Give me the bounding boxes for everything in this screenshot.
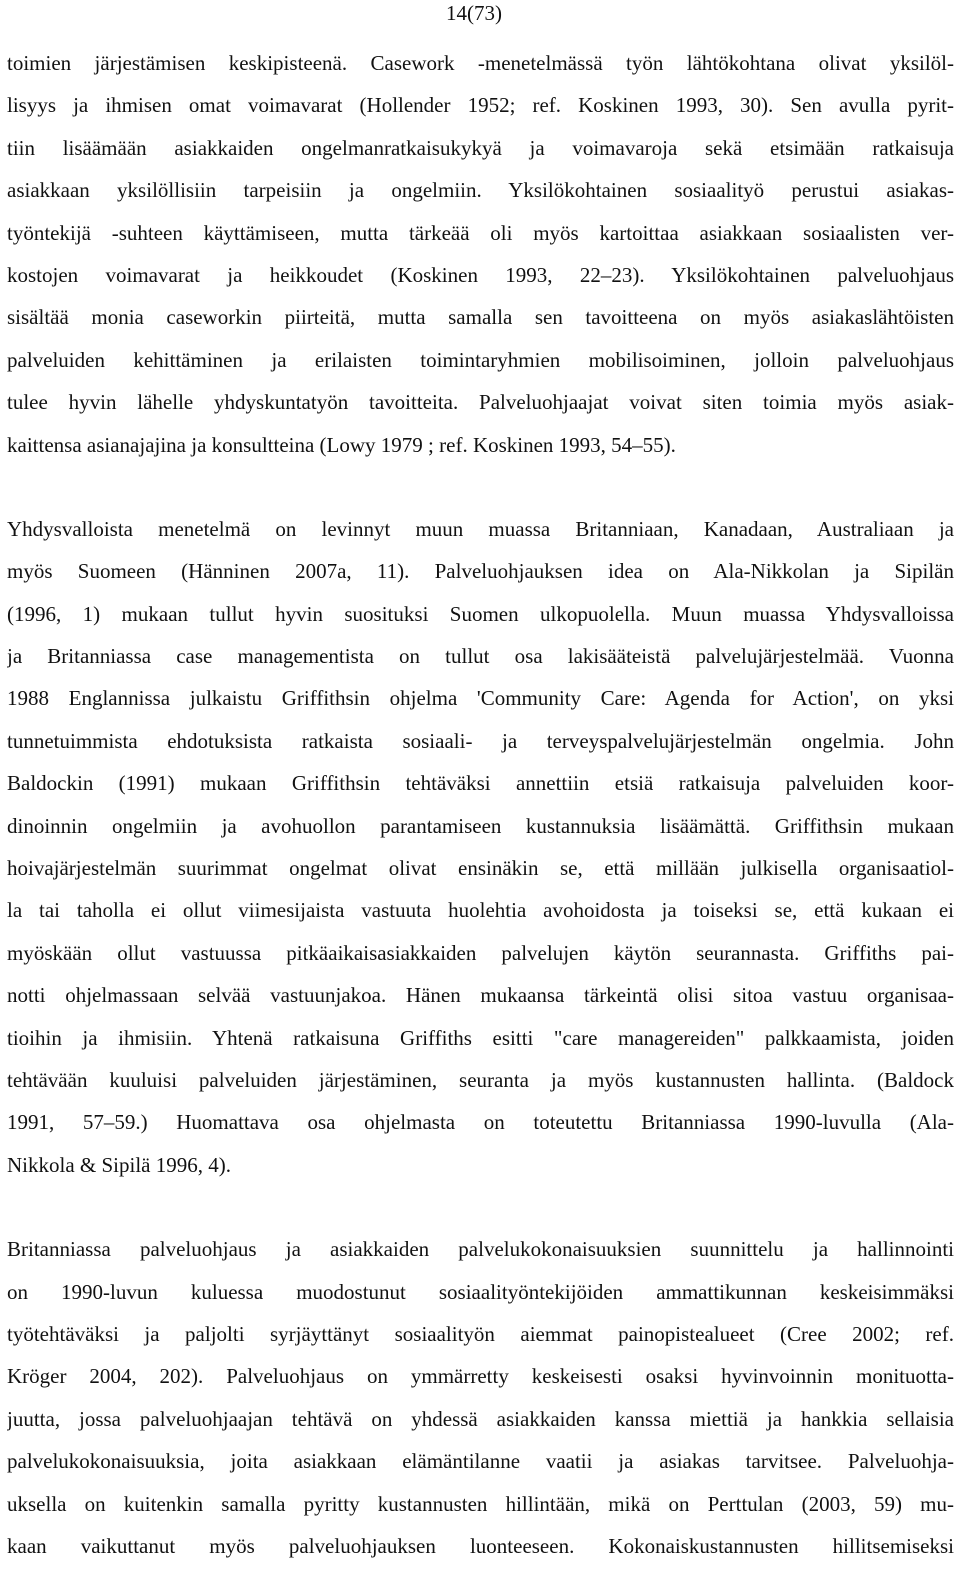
text-line: myös Suomeen (Hänninen 2007a, 11). Palveluohjauksen idea on Ala-Nikkolan ja Sipilän (7, 559, 954, 584)
text-line: hoivajärjestelmän suurimmat ongelmat olivat ensinäkin se, että millään julkisella organisaatiol- (7, 856, 954, 881)
text-line: Baldockin (1991) mukaan Griffithsin tehtäväksi annettiin etsiä ratkaisuja palveluiden koor- (7, 771, 954, 796)
text-line: palveluiden kehittäminen ja erilaisten toimintaryhmien mobilisoiminen, jolloin palveluohjaus (7, 347, 954, 372)
paragraph-britannia (7, 1236, 954, 1575)
paragraph-spacer (7, 1194, 954, 1236)
text-line: tioihin ja ihmisiin. Yhtenä ratkaisuna Griffiths esitti "care managereiden" palkkaamista, joiden (7, 1025, 954, 1050)
text-line: dinoinnin ongelmiin ja avohuollon parantamiseen kustannuksia lisäämättä. Griffithsin mukaan (7, 813, 954, 838)
page-number: 14(73) (446, 1, 502, 25)
text-line: palvelukokonaisuuksia, joita asiakkaan elämäntilanne vaatii ja asiakas tarvitsee. Palveluohja- (7, 1449, 954, 1474)
text-line: sisältää monia caseworkin piirteitä, mutta samalla sen tavoitteena on myös asiakaslähtöisten (7, 305, 954, 330)
text-line: (1996, 1) mukaan tullut hyvin suosituksi Suomen ulkopuolella. Muun muassa Yhdysvalloissa (7, 601, 954, 626)
text-line: kostojen voimavarat ja heikkoudet (Koskinen 1993, 22‒23). Yksilökohtainen palveluohjaus (7, 262, 954, 287)
text-line: työtehtäväksi ja paljolti syrjäyttänyt sosiaalityön aiemmat painopistealueet (Cree 2002; ref. (7, 1321, 954, 1346)
text-line: la tai taholla ei ollut viimesijaista vastuuta huolehtia avohoidosta ja toiseksi se, että kukaan ei (7, 898, 954, 923)
paragraph-griffiths (7, 516, 954, 1194)
paragraph-spacer (7, 474, 954, 516)
text-line: kaan vaikuttanut myös palveluohjauksen luonteeseen. Kokonaiskustannusten hillitsemiseksi (7, 1533, 954, 1558)
text-line: Nikkola & Sipilä 1996, 4). (7, 1152, 231, 1177)
text-line: on 1990-luvun kuluessa muodostunut sosiaalityöntekijöiden ammattikunnan keskeisimmäksi (7, 1279, 954, 1304)
text-line: 1991, 57‒59.) Huomattava osa ohjelmasta on toteutettu Britanniassa 1990-luvulla (Ala- (7, 1110, 954, 1135)
text-line: asiakkaan yksilöllisiin tarpeisiin ja ongelmiin. Yksilökohtainen sosiaalityö perustui asiakas- (7, 178, 954, 203)
text-line: toimien järjestämisen keskipisteenä. Casework -menetelmässä työn lähtökohtana olivat yksilöl- (7, 51, 954, 75)
text-line: ja Britanniassa case managementista on tullut osa lakisääteistä palvelujärjestelmää. Vuonna (7, 644, 954, 669)
document-body (7, 50, 954, 1575)
text-line: tunnetuimmista ehdotuksista ratkaista sosiaali- ja terveyspalvelujärjestelmän ongelmia. John (7, 728, 954, 753)
text-line: juutta, jossa palveluohjaajan tehtävä on yhdessä asiakkaiden kanssa miettiä ja hankkia sellaisia (7, 1406, 954, 1431)
text-line: kaittensa asianajajina ja konsultteina (Lowy 1979 ; ref. Koskinen 1993, 54‒55). (7, 432, 676, 457)
text-line: työntekijä -suhteen käyttämiseen, mutta tärkeää oli myös kartoittaa asiakkaan sosiaalisten ver- (7, 220, 954, 245)
text-line: 1988 Englannissa julkaistu Griffithsin ohjelma 'Community Care: Agenda for Action', on yksi (7, 686, 954, 711)
paragraph-casework (7, 50, 954, 474)
text-line: uksella on kuitenkin samalla pyritty kustannusten hillintään, mikä on Perttulan (2003, 59) mu- (7, 1491, 954, 1516)
text-line: tiin lisäämään asiakkaiden ongelmanratkaisukykyä ja voimavaroja sekä etsimään ratkaisuja (7, 135, 954, 160)
text-line: lisyys ja ihmisen omat voimavarat (Hollender 1952; ref. Koskinen 1993, 30). Sen avulla pyrit- (7, 93, 954, 118)
text-line: notti ohjelmassaan selvää vastuunjakoa. Hänen mukaansa tärkeintä olisi sitoa vastuu organisaa- (7, 983, 954, 1008)
text-line: tehtävään kuuluisi palveluiden järjestäminen, seuranta ja myös kustannusten hallinta. (Baldock (7, 1067, 954, 1092)
text-line: Kröger 2004, 202). Palveluohjaus on ymmärretty keskeisesti osaksi hyvinvoinnin monituotta- (7, 1364, 954, 1389)
text-line: myöskään ollut vastuussa pitkäaikaisasiakkaiden palvelujen käytön seurannasta. Griffiths pai- (7, 940, 954, 965)
text-line: tulee hyvin lähelle yhdyskuntatyön tavoitteita. Palveluohjaajat voivat siten toimia myös asiak- (7, 390, 954, 415)
text-line: Yhdysvalloista menetelmä on levinnyt muun muassa Britanniaan, Kanadaan, Australiaan ja (7, 516, 954, 541)
text-line: Britanniassa palveluohjaus ja asiakkaiden palvelukokonaisuuksien suunnittelu ja hallinnointi (7, 1237, 954, 1262)
